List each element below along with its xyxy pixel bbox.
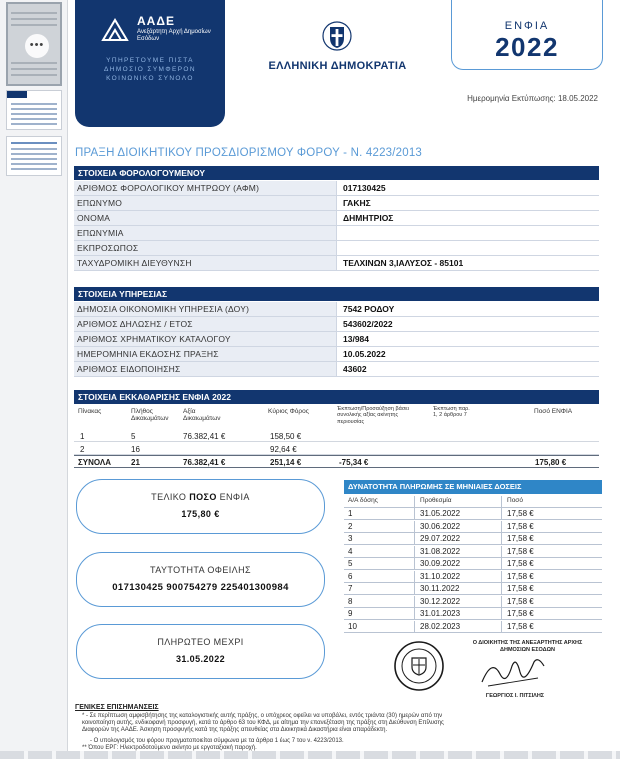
table-row bbox=[74, 430, 599, 442]
aade-name: ΑΑΔΕ bbox=[137, 14, 175, 28]
official-seal-icon bbox=[393, 640, 445, 692]
installment-row: 10 28.02.2023 17,58 € bbox=[344, 621, 602, 633]
row-label: ΑΡΙΘΜΟΣ ΦΟΡΟΛΟΓΙΚΟΥ ΜΗΤΡΩΟΥ (ΑΦΜ) bbox=[74, 181, 336, 195]
column-header: Κύριος Φόρος bbox=[268, 408, 309, 415]
table-cell: 76.382,41 € bbox=[183, 458, 226, 467]
signatory-title: ΔΗΜΟΣΙΩΝ ΕΣΟΔΩΝ bbox=[500, 647, 555, 653]
signatory-name: ΓΕΩΡΓΙΟΣ Ι. ΠΙΤΣΙΛΗΣ bbox=[485, 693, 545, 699]
greek-coat-of-arms-icon bbox=[322, 20, 352, 52]
row-label: ΑΡΙΘΜΟΣ ΕΙΔΟΠΟΙΗΣΗΣ bbox=[74, 362, 336, 376]
row-value: ΓΑΚΗΣ bbox=[336, 196, 599, 210]
aade-motto-line: ΚΟΙΝΩΝΙΚΟ ΣΥΝΟΛΟ bbox=[106, 75, 194, 82]
service-row bbox=[74, 317, 599, 332]
table-cell: 175,80 € bbox=[535, 458, 567, 467]
installment-row: 1 31.05.2022 17,58 € bbox=[344, 508, 602, 520]
signatory-title: Ο ΔΙΟΙΚΗΤΗΣ ΤΗΣ ΑΝΕΞΑΡΤΗΤΗΣ ΑΡΧΗΣ bbox=[472, 640, 583, 646]
service-row bbox=[74, 347, 599, 362]
row-label: ΕΚΠΡΟΣΩΠΟΣ bbox=[74, 241, 336, 255]
row-value: 7542 ΡΟΔΟΥ bbox=[336, 302, 599, 316]
column-header: Πίνακας bbox=[78, 408, 102, 415]
taxpayer-section-heading: ΣΤΟΙΧΕΙΑ ΦΟΡΟΛΟΓΟΥΜΕΝΟΥ bbox=[74, 166, 599, 180]
note-line: Διαφορών της ΑΑΔΕ. Άσκηση προσφυγής κατά της πράξης απευθείας στα Διοικητικά Δικαστήρια είναι απαράδεκτη. bbox=[82, 727, 388, 733]
page-thumbnails-panel bbox=[0, 0, 68, 759]
assessment-section-heading: ΣΤΟΙΧΕΙΑ ΕΚΚΑΘΑΡΙΣΗΣ ΕΝΦΙΑ 2022 bbox=[74, 390, 599, 404]
page-thumbnail-3[interactable] bbox=[6, 136, 62, 176]
table-cell: 1 bbox=[80, 432, 85, 441]
act-title: ΠΡΑΞΗ ΔΙΟΙΚΗΤΙΚΟΥ ΠΡΟΣΔΙΟΡΙΣΜΟΥ ΦΟΡΟΥ - Ν. 4223/2013 bbox=[75, 147, 423, 159]
row-label: ΑΡΙΘΜΟΣ ΔΗΛΩΣΗΣ / ΕΤΟΣ bbox=[74, 317, 336, 331]
taxpayer-row bbox=[74, 181, 599, 196]
table-cell: ΣΥΝΟΛΑ bbox=[78, 458, 112, 467]
payable-until-box bbox=[76, 624, 325, 679]
row-label: ΔΗΜΟΣΙΑ ΟΙΚΟΝΟΜΙΚΗ ΥΠΗΡΕΣΙΑ (ΔΟΥ) bbox=[74, 302, 336, 316]
table-cell: 92,64 € bbox=[270, 445, 297, 454]
bottom-scroll-strip[interactable] bbox=[0, 751, 620, 759]
aade-header-block bbox=[75, 0, 225, 127]
more-options-icon[interactable]: ••• bbox=[25, 34, 49, 58]
row-label: ΤΑΧΥΔΡΟΜΙΚΗ ΔΙΕΥΘΥΝΣΗ bbox=[74, 256, 336, 270]
table-total-row bbox=[74, 455, 599, 468]
installment-row: 8 30.12.2022 17,58 € bbox=[344, 596, 602, 608]
row-value: 13/984 bbox=[336, 332, 599, 346]
table-cell: 158,50 € bbox=[270, 432, 302, 441]
service-row bbox=[74, 332, 599, 347]
column-header: Έκπτωση/Προσαύξηση βάσει συνολικής αξίας ακίνητης περιουσίας bbox=[337, 406, 409, 425]
table-cell: 251,14 € bbox=[270, 458, 302, 467]
aade-motto-line: ΔΗΜΟΣΙΟ ΣΥΜΦΕΡΟΝ bbox=[104, 66, 196, 73]
service-row bbox=[74, 362, 599, 377]
print-date: Ημερομηνία Εκτύπωσης: 18.05.2022 bbox=[467, 94, 598, 103]
row-value: 017130425 bbox=[336, 181, 599, 195]
table-row bbox=[74, 443, 599, 455]
payable-until-label: ΠΛΗΡΩΤΕΟ ΜΕΧΡΙ bbox=[157, 637, 244, 647]
installment-row: 7 30.11.2022 17,58 € bbox=[344, 583, 602, 595]
aade-logo-icon bbox=[101, 16, 129, 44]
row-value: ΤΕΛΧΙΝΩΝ 3,ΙΑΛΥΣΟΣ - 85101 bbox=[336, 256, 599, 270]
row-value bbox=[336, 226, 599, 240]
aade-motto-line: ΥΠΗΡΕΤΟΥΜΕ ΠΙΣΤΑ bbox=[106, 57, 194, 64]
installment-row: 5 30.09.2022 17,58 € bbox=[344, 558, 602, 570]
enfia-label: ΕΝΦΙΑ bbox=[504, 20, 550, 32]
debt-id-label: ΤΑΥΤΟΤΗΤΑ ΟΦΕΙΛΗΣ bbox=[150, 565, 251, 575]
republic-title: ΕΛΛΗΝΙΚΗ ΔΗΜΟΚΡΑΤΙΑ bbox=[268, 60, 407, 72]
service-row bbox=[74, 302, 599, 317]
enfia-year-box bbox=[451, 0, 603, 70]
page-thumbnail-1[interactable] bbox=[6, 2, 62, 86]
table-cell: 21 bbox=[131, 458, 140, 467]
column-header: Ποσό bbox=[507, 497, 523, 504]
debt-id-box bbox=[76, 552, 325, 607]
row-label: ΗΜΕΡΟΜΗΝΙΑ ΕΚΔΟΣΗΣ ΠΡΑΞΗΣ bbox=[74, 347, 336, 361]
installment-row: 2 30.06.2022 17,58 € bbox=[344, 521, 602, 533]
taxpayer-row bbox=[74, 256, 599, 271]
table-cell: 2 bbox=[80, 445, 85, 454]
notes-title: ΓΕΝΙΚΕΣ ΕΠΙΣΗΜΑΝΣΕΙΣ bbox=[75, 704, 159, 711]
enfia-year: 2022 bbox=[495, 32, 559, 62]
installments-heading: ΔΥΝΑΤΟΤΗΤΑ ΠΛΗΡΩΜΗΣ ΣΕ ΜΗΝΙΑΙΕΣ ΔΟΣΕΙΣ bbox=[344, 480, 602, 494]
table-cell: 16 bbox=[131, 445, 140, 454]
taxpayer-row bbox=[74, 241, 599, 256]
aade-fullname: Ανεξάρτητη Αρχή Δημοσίων Εσόδων bbox=[137, 29, 211, 42]
column-header: Προθεσμία bbox=[420, 497, 452, 504]
row-label: ΟΝΟΜΑ bbox=[74, 211, 336, 225]
table-cell: 76.382,41 € bbox=[183, 432, 226, 441]
installment-row: 4 31.08.2022 17,58 € bbox=[344, 546, 602, 558]
signature-scribble-icon bbox=[478, 652, 548, 692]
final-amount-value: 175,80 € bbox=[181, 509, 220, 519]
installment-row: 9 31.01.2023 17,58 € bbox=[344, 608, 602, 620]
row-value: 543602/2022 bbox=[336, 317, 599, 331]
row-value: 43602 bbox=[336, 362, 599, 376]
column-header: Ποσό ΕΝΦΙΑ bbox=[534, 408, 573, 415]
final-amount-label: ΤΕΛΙΚΟ ΠΟΣΟ ΕΝΦΙΑ bbox=[151, 492, 250, 502]
taxpayer-row bbox=[74, 226, 599, 241]
column-header: Αξία Δικαιωμάτων bbox=[183, 408, 221, 422]
table-cell: 5 bbox=[131, 432, 136, 441]
table-cell: -75,34 € bbox=[339, 458, 369, 467]
page-thumbnail-2[interactable] bbox=[6, 90, 62, 130]
note-line: κοινοποίηση αυτής, ενδικοφανή προσφυγή, κατά το άρθρο 63 του ΚΦΔ, με αίτημα την επανεξέταση της πράξης στη Διεύθυνση Επίλυσης bbox=[82, 720, 444, 726]
row-value: ΔΗΜΗΤΡΙΟΣ bbox=[336, 211, 599, 225]
row-value bbox=[336, 241, 599, 255]
taxpayer-row bbox=[74, 211, 599, 226]
column-header: Πλήθος Δικαιωμάτων bbox=[131, 408, 169, 422]
row-label: ΕΠΩΝΥΜΟ bbox=[74, 196, 336, 210]
row-label: ΑΡΙΘΜΟΣ ΧΡΗΜΑΤΙΚΟΥ ΚΑΤΑΛΟΓΟΥ bbox=[74, 332, 336, 346]
note-line: - Ο υπολογισμός του φόρου πραγματοποιείται σύμφωνα με τα άρθρα 1 έως 7 του ν. 4223/2013. bbox=[90, 738, 344, 744]
installments-header-row bbox=[344, 496, 602, 508]
service-section-heading: ΣΤΟΙΧΕΙΑ ΥΠΗΡΕΣΙΑΣ bbox=[74, 287, 599, 301]
row-value: 10.05.2022 bbox=[336, 347, 599, 361]
final-amount-box bbox=[76, 479, 325, 534]
note-line: * - Σε περίπτωση αμφισβήτησης της καταλογιστικής αυτής πράξης, ο υπόχρεος οφείλει να υποβάλει, εντός τριάντα (30) ημερών από την bbox=[82, 713, 443, 719]
column-header: Έκπτωση παρ. 1, 2 άρθρου 7 bbox=[433, 406, 470, 419]
payable-until-value: 31.05.2022 bbox=[175, 654, 226, 664]
column-header: Α/Α δόσης bbox=[348, 497, 378, 504]
row-label: ΕΠΩΝΥΜΙΑ bbox=[74, 226, 336, 240]
installment-row: 3 29.07.2022 17,58 € bbox=[344, 533, 602, 545]
debt-id-value: 017130425 900754279 225401300984 bbox=[112, 582, 289, 593]
note-line: ** Όπου ΕΡΓ: Ηλεκτροδοτούμενο ακίνητο με εργοταξιακή παροχή. bbox=[82, 745, 257, 751]
taxpayer-row bbox=[74, 196, 599, 211]
installment-row: 6 31.10.2022 17,58 € bbox=[344, 571, 602, 583]
